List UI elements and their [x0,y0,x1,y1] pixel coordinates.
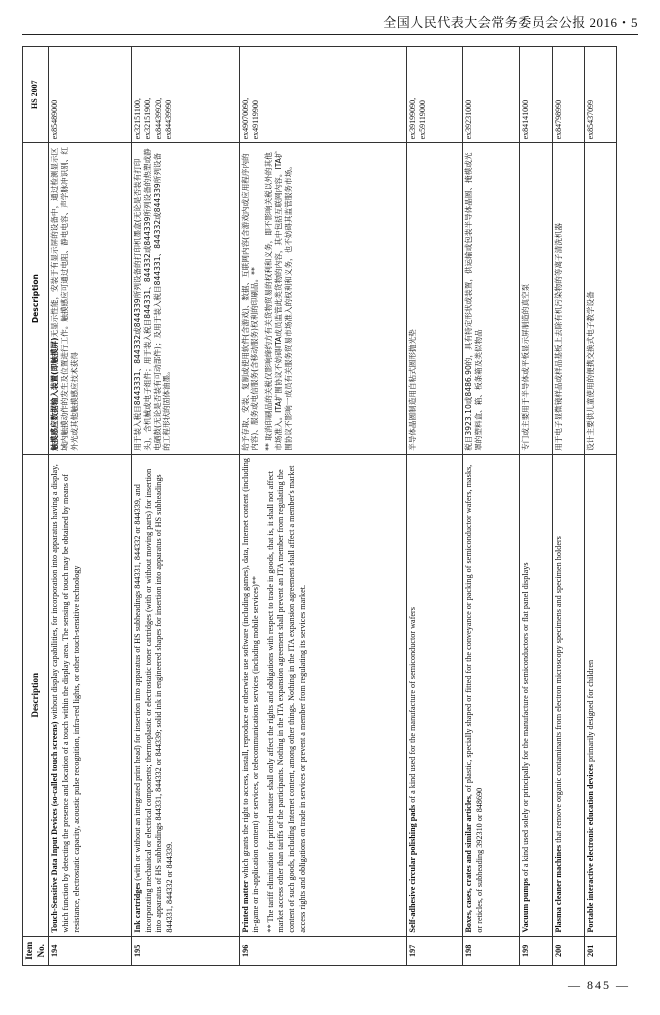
hs-code-cell [131,47,239,143]
table-row [131,47,239,966]
hs-code-cell [552,47,584,143]
description-zh-text: 设计主要供儿童使用的便携交换式电子教学设备 [585,291,595,451]
description-en-footnote: ** The tariff elimination for printed matter shall only affect the rights and obligations with respect to trade in goods, that is, it shall not affect market access other than tariffs of the participants. Nothing in the ITA expansion agreement shall prevent an ITA member from regulating the content of such goods, including Internet content, among other things. Nothing in the ITA expansion agreement shall affect a member's market access rights and obligations on trade in services or prevent a member from regulating its services market. [265,465,307,933]
description-en-text: which grants the right to access, install, reproduce or otherwise use software (including games), data, Internet content (including in-game or in-application content) or services, or telecommunications services (including mobile services)** [240,458,261,933]
item-number: 201 [584,936,616,965]
description-zh-footnote: ** 取消印刷品的关税仅影响缔约方有关货物贸易的权利和义务，即不影响关税以外的其他市场准入。ITA扩围协议不妨碍ITA成员监管此类货物的内容，其中包括互联网内容。ITA扩围协议不影响一成员有关服务贸易市场准入的权利和义务，也不妨碍其监管服务市场。 [264,150,293,451]
description-en-term: Vacuum pumps [521,878,531,933]
hs-code-cell [520,47,552,143]
hs-code: ex49070090, [240,97,250,140]
hs-code-cell [239,47,406,143]
description-en [552,454,584,936]
hs-code: ex39231000 [463,99,473,140]
header-item-no: Item No. [23,936,49,965]
description-en-text: (with or without an integrated print head) for insertion into apparatus of HS subheadings 844331, 844332 or 844339, and incorporating mechanical or electrical components; thermoplastic or electrostatic toner cartridges (with or without moving parts) for insertion into apparatus of HS subheadings 844331, 844332 or 844339; solid ink in engineered shapes for insertion into apparatus of HS subheadings 844331, 844332 or 844339. [132,468,174,933]
description-en [520,454,552,936]
description-en-text: primarily designed for children [585,659,595,765]
description-zh-text: 用于电子显微镜样品或样品基板上去除有机污染物的等离子清洗机器 [553,222,563,451]
description-en-text: , of plastic, specially shaped or fitted for the conveyance or packing of semiconductor wafers, masks, or reticles, of subheading 392310 or 848690 [463,464,484,933]
header-divider [22,34,638,35]
header-hs2007: HS 2007 [23,47,49,143]
table-row [406,47,462,966]
hs-code: ex32151100, [132,98,142,140]
header-description-zh: Description [23,143,49,454]
description-zh [520,143,552,454]
description-zh [462,143,519,454]
item-number: 199 [520,936,552,965]
description-en [49,454,132,936]
description-zh [49,143,132,454]
description-en [584,454,616,936]
description-zh [552,143,584,454]
tariff-table [22,46,617,966]
description-zh-text: 给予存取、安装、复制或使用软件(含游戏)、数据、互联网内容(含游戏内或应用程序内的内容)、服务或电信服务(含移动服务)权利的印刷品。** [240,153,260,451]
item-number: 200 [552,936,584,965]
description-en [239,454,406,936]
item-number: 195 [131,936,239,965]
item-number: 197 [406,936,462,965]
table-row [239,47,406,966]
hs-code-cell [462,47,519,143]
hs-code: ex84141000 [521,99,531,140]
table-header-row [23,47,49,966]
description-en-term: Portable interactive electronic education devices [585,764,595,933]
description-en-term: Touch-Sensitive Data Input Devices (so-called touch screens) [50,721,60,933]
rotated-table-container [22,46,617,966]
table-row [462,47,519,966]
page-number: — 845 — [568,978,630,992]
description-zh-text: 税目3923.10或8486.90的，具有特定形状或装置，供运输或包装半导体晶圆、掩模或光罩的塑料盒、箱、板条箱及类似物品 [463,152,483,451]
hs-code-cell [584,47,616,143]
hs-code: ex39199090, [407,97,417,140]
hs-code: ex84798990 [553,99,563,140]
description-zh [584,143,616,454]
description-zh [131,143,239,454]
description-zh [406,143,462,454]
hs-code-cell [49,47,132,143]
description-en-text: without display capabilities, for incorporation into apparatus having a display, which function by detecting the presence and location of a touch within the display area. The sensing of touch may be obtained by means of resistance, electrostatic capacity, acoustic pulse recognition, infra-red lights, or other touch-sensitive technology [50,464,81,933]
table-row [520,47,552,966]
item-number: 198 [462,936,519,965]
description-zh [239,143,406,454]
description-en-term: Boxes, cases, crates and similar articles [463,796,473,933]
description-en-text: of a kind used solely or principally for the manufacture of semiconductors or flat panel displays [521,562,531,879]
description-en-term: Printed matter [240,880,250,933]
description-en [131,454,239,936]
description-zh-text: 专门或主要用于半导体或平板显示屏制造的真空泵 [521,283,531,451]
table-row [584,47,616,966]
hs-code: ex32151900, [143,97,153,140]
description-en [462,454,519,936]
item-number: 194 [49,936,132,965]
hs-code: ex59119000 [418,100,428,140]
item-number: 196 [239,936,406,965]
hs-code: ex85489000 [50,99,60,140]
description-en-term: Self-adhesive circular polishing pads [407,804,417,933]
description-zh-text: 用于装入税目8443331、844332或844339所列设备的打印机墨盒(无论是否装有打印头)，含机械或电子组件；用于装入税目844331、844332或844339所列设备的热塑或静电硒鼓(无论是否装有可动部件)；及用于装入税目844331、844332或844339所列设备的工程形状的固体油墨。 [132,148,172,451]
page-header-title: 全国人民代表大会常务委员会公报 2016・5 [383,15,638,30]
description-en-term: Ink cartridges [132,882,142,933]
description-en-term: Plasma cleaner machines [553,844,563,933]
description-en-text: of a kind used for the manufacture of semiconductor wafers [407,607,417,805]
table-row [552,47,584,966]
description-en-text: that remove organic contaminants from electron microscopy specimens and specimen holders [553,536,563,845]
hs-code: ex85437099 [585,99,595,140]
hs-code: ex84439920, [153,97,163,140]
description-en [406,454,462,936]
table-row [49,47,132,966]
hs-code: ex84439990 [164,99,174,140]
description-zh-text: 无显示性能，安装于有显示屏的设备中，通过检测显示区域内触摸动作的发生及位置进行工作。触摸感应可通过电阻、静电电容、声学脉冲识别、红外光或其他触摸感应技术获得 [50,147,80,451]
header-description-en: Description [23,454,49,936]
description-zh-term: 触摸感应数据输入装置(即触摸屏) [50,337,60,451]
hs-code-cell [406,47,462,143]
hs-code: ex49119900 [250,100,260,140]
description-zh-text: 半导体晶圆制造用自粘式圆形抛光垫 [407,329,417,451]
